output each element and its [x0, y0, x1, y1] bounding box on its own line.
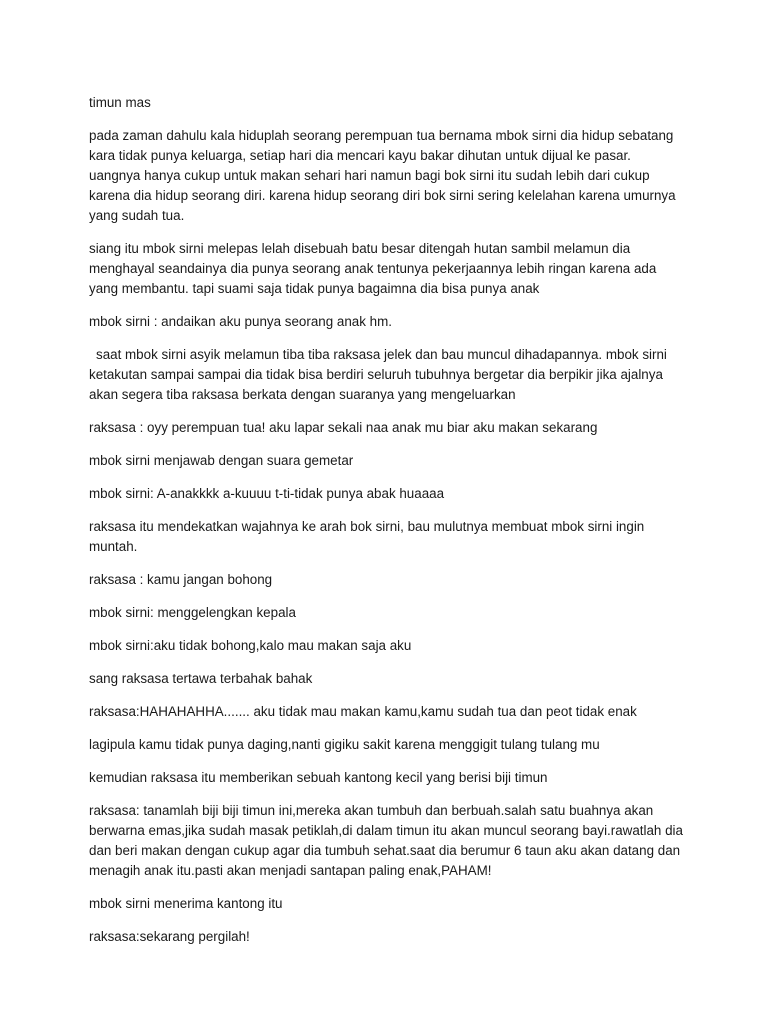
paragraph: siang itu mbok sirni melepas lelah disebuah batu besar ditengah hutan sambil melamun dia menghayal seandainya dia punya seorang anak tentunya pekerjaannya lebih ringan karena ada yang membantu. tapi suami saja tidak punya bagaimna dia bisa punya anak: [89, 241, 657, 296]
paragraph: lagipula kamu tidak punya daging,nanti gigiku sakit karena menggigit tulang tulang mu: [89, 737, 600, 752]
paragraph: sang raksasa tertawa terbahak bahak: [89, 671, 313, 686]
paragraph: kemudian raksasa itu memberikan sebuah kantong kecil yang berisi biji timun: [89, 770, 548, 785]
paragraph: raksasa : oyy perempuan tua! aku lapar sekali naa anak mu biar aku makan sekarang: [89, 420, 598, 435]
document-title: timun mas: [89, 95, 151, 110]
paragraph: mbok sirni menerima kantong itu: [89, 896, 283, 911]
paragraph: raksasa:HAHAHAHHA....... aku tidak mau makan kamu,kamu sudah tua dan peot tidak enak: [89, 704, 637, 719]
paragraph: pada zaman dahulu kala hiduplah seorang perempuan tua bernama mbok sirni dia hidup sebatang kara tidak punya keluarga, setiap hari dia mencari kayu bakar dihutan untuk dijual ke pasar. uangnya hanya cukup untuk makan sehari hari namun bagi bok sirni itu sudah lebih dari cukup karena dia hidup seorang diri. karena hidup seorang diri bok sirni sering kelelahan karena umurnya yang sudah tua.: [89, 128, 676, 223]
paragraph: mbok sirni menjawab dengan suara gemetar: [89, 453, 354, 468]
paragraph: mbok sirni: A-anakkkk a-kuuuu t-ti-tidak punya abak huaaaa: [89, 486, 445, 501]
paragraph: raksasa:sekarang pergilah!: [89, 929, 250, 944]
paragraph: mbok sirni : andaikan aku punya seorang anak hm.: [89, 314, 392, 329]
paragraph: raksasa itu mendekatkan wajahnya ke arah bok sirni, bau mulutnya membuat mbok sirni ingin muntah.: [89, 519, 645, 554]
paragraph: mbok sirni: menggelengkan kepala: [89, 605, 296, 620]
paragraph: raksasa: tanamlah biji biji timun ini,mereka akan tumbuh dan berbuah.salah satu buahnya akan berwarna emas,jika sudah masak petiklah,di dalam timun itu akan muncul seorang bayi.rawatlah dia dan beri makan dengan cukup agar dia tumbuh sehat.saat dia berumur 6 taun aku akan datang dan menagih anak itu.pasti akan menjadi santapan paling enak,PAHAM!: [89, 803, 683, 878]
paragraph: saat mbok sirni asyik melamun tiba tiba raksasa jelek dan bau muncul dihadapannya. mbok sirni ketakutan sampai sampai dia tidak bisa berdiri seluruh tubuhnya bergetar dia berpikir jika ajalnya akan segera tiba raksasa berkata dengan suaranya yang mengeluarkan: [89, 347, 667, 402]
paragraph: raksasa : kamu jangan bohong: [89, 572, 273, 587]
paragraph: mbok sirni:aku tidak bohong,kalo mau makan saja aku: [89, 638, 412, 653]
